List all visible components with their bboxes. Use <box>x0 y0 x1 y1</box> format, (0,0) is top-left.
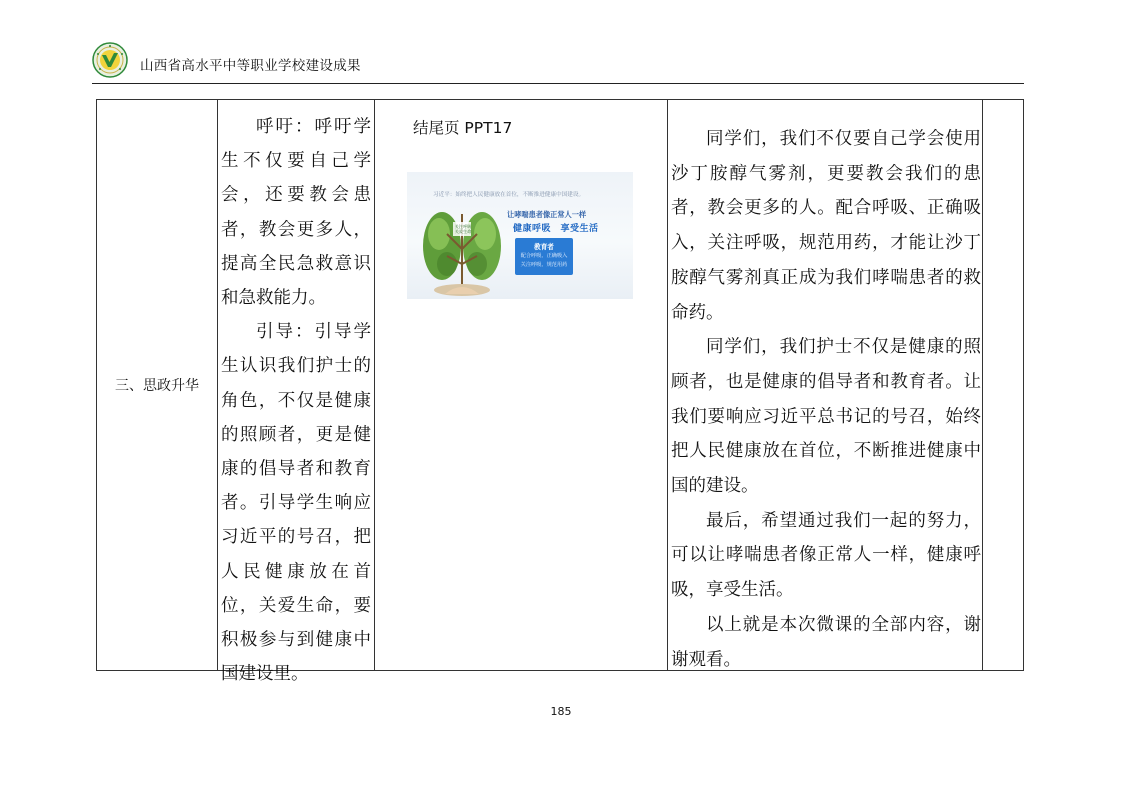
script-paragraph: 同学们，我们不仅要自己学会使用沙丁胺醇气雾剂，更要教会我们的患者，教会更多的人。配合呼吸、正确吸入，关注呼吸，规范用药，才能让沙丁胺醇气雾剂真正成为我们哮喘患者的救命药。 <box>671 129 981 323</box>
slide-headline: 让哮喘患者像正常人一样 <box>507 210 587 219</box>
script-paragraph: 同学们，我们护士不仅是健康的照顾者，也是健康的倡导者和教育者。让我们要响应习近平总书记的号召，始终把人民健康放在首位，不断推进健康中国的建设。 <box>671 337 981 497</box>
script-cell <box>671 122 981 677</box>
column-divider <box>217 100 218 670</box>
ppt-slide-image <box>407 172 633 299</box>
section-label: 三、思政升华 <box>115 378 199 394</box>
lungs-tree-icon <box>417 194 507 298</box>
slide-subheadline: 健康呼吸 享受生活 <box>513 224 599 234</box>
teacher-activity-cell <box>221 110 371 691</box>
slide-title: 结尾页 PPT17 <box>413 119 513 137</box>
script-paragraph: 最后，希望通过我们一起的努力，可以让哮喘患者像正常人一样，健康呼吸，享受生活。 <box>671 510 981 601</box>
slide-quote: 习近平：始终把人民健康放在首位，不断推进健康中国建设。 <box>433 192 585 198</box>
column-divider <box>667 100 668 670</box>
educator-box <box>515 238 573 275</box>
educator-title: 教育者 <box>534 243 554 251</box>
school-logo-icon <box>92 42 128 78</box>
call-to-action-paragraph: 呼吁：呼吁学生不仅要自己学会，还要教会患者，教会更多人，提高全民急救意识和急救能力。 <box>221 117 371 309</box>
lung-caption: 关注呼吸 关爱生命 <box>454 224 472 234</box>
column-divider <box>374 100 375 670</box>
column-divider <box>982 100 983 670</box>
educator-line: 关注呼吸、规范用药 <box>520 262 568 268</box>
guidance-paragraph: 引导：引导学生认识我们护士的角色，不仅是健康的照顾者，更是健康的倡导者和教育者。引导学生响应习近平的号召，把人民健康放在首位，关爱生命，要积极参与到健康中国建设里。 <box>221 322 371 685</box>
header-title: 山西省高水平中等职业学校建设成果 <box>140 58 361 74</box>
content-table <box>96 99 1024 685</box>
educator-line: 配合呼吸、正确吸入 <box>520 253 568 259</box>
page-number: 185 <box>550 705 572 718</box>
script-paragraph: 以上就是本次微课的全部内容，谢谢观看。 <box>671 614 981 670</box>
page-header <box>92 42 1024 84</box>
header-rule <box>92 83 1024 84</box>
